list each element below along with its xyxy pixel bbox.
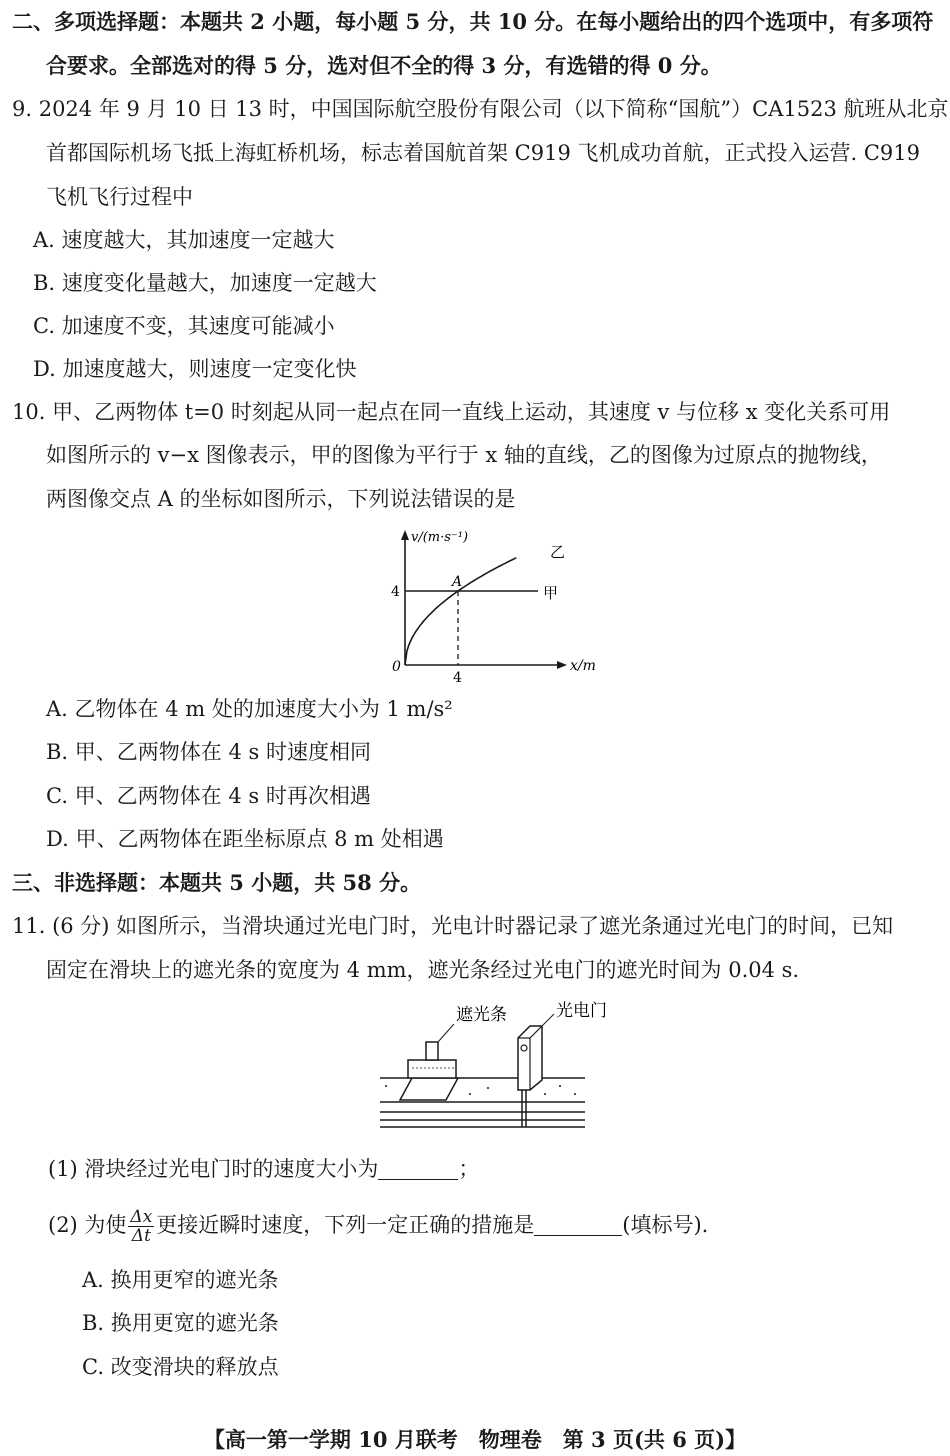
slider-block xyxy=(400,1078,458,1100)
origin-label: 0 xyxy=(392,659,401,675)
vx-chart xyxy=(380,525,620,685)
strip-label-pointer xyxy=(438,1024,454,1042)
q9-stem-line3: 飞机飞行过程中 xyxy=(46,185,193,209)
x-axis-label: x/m xyxy=(570,658,596,674)
y-axis-label: v/(m·s⁻¹) xyxy=(411,530,469,545)
page-footer: 【高一第一学期 10 月联考 物理卷 第 3 页(共 6 页)】 xyxy=(203,1427,747,1452)
q11-part2-pre: (2) 为使 xyxy=(48,1213,127,1237)
q11-part2-mid: 更接近瞬时速度，下列一定正确的措施是 xyxy=(156,1213,535,1237)
y-tick-label: 4 xyxy=(391,584,400,600)
q10-option-b: B. 甲、乙两物体在 4 s 时速度相同 xyxy=(46,740,371,764)
q10-option-d: D. 甲、乙两物体在距坐标原点 8 m 处相遇 xyxy=(46,827,444,851)
q10-option-a: A. 乙物体在 4 m 处的加速度大小为 1 m/s² xyxy=(46,697,453,721)
x-axis-arrow xyxy=(557,661,567,669)
q11-part1 xyxy=(48,1155,479,1183)
y-axis-arrow xyxy=(401,530,409,540)
q9-stem-line1: 9. 2024 年 9 月 10 日 13 时，中国国际航空股份有限公司（以下简称“国航”）CA1523 航班从北京 xyxy=(12,97,949,121)
gate-sensor xyxy=(521,1045,527,1051)
q10-option-c: C. 甲、乙两物体在 4 s 时再次相遇 xyxy=(46,784,371,808)
q10-stem-line1: 10. 甲、乙两物体 t=0 时刻起从同一起点在同一直线上运动，其速度 v 与位移 x 变化关系可用 xyxy=(12,400,891,424)
jia-label: 甲 xyxy=(543,584,559,602)
q9-option-c: C. 加速度不变，其速度可能减小 xyxy=(33,314,335,338)
section2-title-line2: 合要求。全部选对的得 5 分，选对但不全的得 3 分，有选错的得 0 分。 xyxy=(46,53,722,78)
slider-top xyxy=(408,1060,456,1078)
q10-stem-line3: 两图像交点 A 的坐标如图所示，下列说法错误的是 xyxy=(46,487,516,511)
point-a-label: A xyxy=(452,574,463,590)
q9-stem-line2: 首都国际机场飞抵上海虹桥机场，标志着国航首架 C919 飞机成功首航，正式投入运营. C919 xyxy=(46,141,920,165)
q11-part1-tail: ； xyxy=(458,1157,480,1181)
q11-part2-answer-blank[interactable] xyxy=(534,1215,622,1236)
shading-strip xyxy=(426,1042,438,1060)
q11-part2 xyxy=(48,1208,708,1245)
q9-option-a: A. 速度越大，其加速度一定越大 xyxy=(33,228,335,252)
q11-part1-answer-blank[interactable] xyxy=(378,1159,458,1180)
q11-stem-line1: 11. (6 分) 如图所示，当滑块通过光电门时，光电计时器记录了遮光条通过光电门的时间，已知 xyxy=(12,914,894,938)
photogate-figure xyxy=(370,990,610,1140)
q11-option-b: B. 换用更宽的遮光条 xyxy=(82,1311,279,1335)
q9-option-d: D. 加速度越大，则速度一定变化快 xyxy=(33,357,357,381)
q11-stem-line2: 固定在滑块上的遮光条的宽度为 4 mm，遮光条经过光电门的遮光时间为 0.04 s. xyxy=(46,958,800,982)
q11-option-c: C. 改变滑块的释放点 xyxy=(82,1355,279,1379)
strip-label: 遮光条 xyxy=(456,1005,507,1025)
gate-label: 光电门 xyxy=(556,1001,607,1021)
q9-option-b: B. 速度变化量越大，加速度一定越大 xyxy=(33,271,377,295)
section3-title: 三、非选择题：本题共 5 小题，共 58 分。 xyxy=(12,870,422,895)
q10-stem-line2: 如图所示的 v−x 图像表示，甲的图像为平行于 x 轴的直线，乙的图像为过原点的抛物线， xyxy=(46,443,882,467)
x-tick-label: 4 xyxy=(453,670,462,685)
frac-denominator: Δt xyxy=(131,1226,151,1246)
q11-part2-tail: (填标号). xyxy=(622,1213,709,1237)
gate-label-pointer xyxy=(542,1014,554,1026)
q11-part1-text: (1) 滑块经过光电门时的速度大小为 xyxy=(48,1157,379,1181)
q11-option-a: A. 换用更窄的遮光条 xyxy=(82,1268,279,1292)
yi-label: 乙 xyxy=(550,543,566,561)
frac-numerator: Δx xyxy=(130,1207,153,1227)
section2-title-line1: 二、多项选择题：本题共 2 小题，每小题 5 分，共 10 分。在每小题给出的四个选项中，有多项符 xyxy=(12,9,934,34)
delta-x-over-delta-t xyxy=(128,1208,154,1245)
